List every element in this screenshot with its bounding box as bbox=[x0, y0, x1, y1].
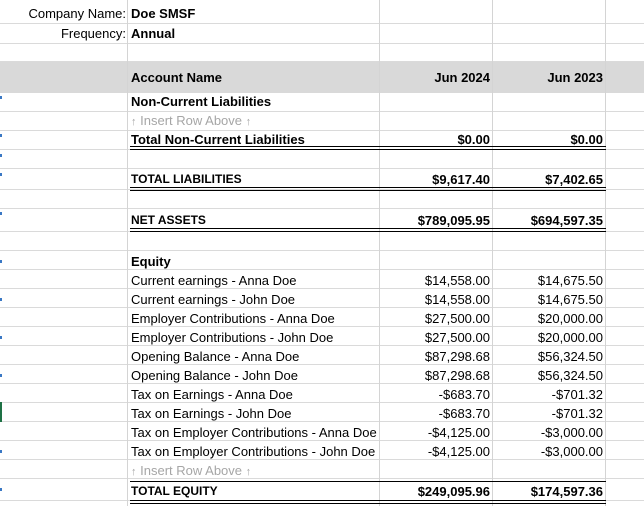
company-name-value[interactable]: Doe SMSF bbox=[131, 6, 196, 21]
equity-row-p2[interactable]: $56,324.50 bbox=[537, 349, 603, 364]
liabilities-section-title[interactable]: Non-Current Liabilities bbox=[131, 94, 272, 109]
equity-row-p2[interactable]: $20,000.00 bbox=[537, 330, 603, 345]
row-marker bbox=[0, 154, 2, 157]
arrow-up-icon: ↑ bbox=[131, 466, 137, 478]
equity-row-p1[interactable]: -$683.70 bbox=[438, 387, 490, 402]
total-liabilities-label[interactable]: TOTAL LIABILITIES bbox=[131, 172, 242, 186]
frequency-value[interactable]: Annual bbox=[131, 26, 176, 41]
frequency-label: Frequency: bbox=[60, 26, 126, 41]
equity-row-p2[interactable]: $56,324.50 bbox=[537, 368, 603, 383]
selected-row-marker bbox=[0, 402, 2, 422]
row-marker bbox=[0, 173, 2, 176]
net-assets-label[interactable]: NET ASSETS bbox=[131, 213, 206, 227]
equity-row-p2[interactable]: -$701.32 bbox=[551, 406, 603, 421]
row-marker bbox=[0, 260, 2, 263]
equity-row-p1[interactable]: $27,500.00 bbox=[424, 330, 490, 345]
equity-row-name[interactable]: Opening Balance - Anna Doe bbox=[131, 349, 300, 364]
equity-row-p2[interactable]: -$701.32 bbox=[551, 387, 603, 402]
net-assets-p2[interactable]: $694,597.35 bbox=[530, 213, 603, 228]
insert-row-label: Insert Row Above bbox=[140, 113, 243, 128]
row-marker bbox=[0, 298, 2, 301]
equity-row-p1[interactable]: $14,558.00 bbox=[424, 273, 490, 288]
equity-row-p2[interactable]: $14,675.50 bbox=[537, 292, 603, 307]
total-equity-p1[interactable]: $249,095.96 bbox=[417, 484, 490, 499]
row-marker bbox=[0, 488, 2, 491]
equity-row-p1[interactable]: $27,500.00 bbox=[424, 311, 490, 326]
equity-row-p1[interactable]: $87,298.68 bbox=[424, 368, 490, 383]
row-marker bbox=[0, 134, 2, 137]
equity-row-name[interactable]: Current earnings - Anna Doe bbox=[131, 273, 297, 288]
equity-row-p2[interactable]: -$3,000.00 bbox=[540, 425, 603, 440]
net-assets-p1[interactable]: $789,095.95 bbox=[417, 213, 490, 228]
equity-section-title[interactable]: Equity bbox=[131, 254, 171, 269]
insert-row-label: Insert Row Above bbox=[140, 463, 243, 478]
company-name-label: Company Name: bbox=[28, 6, 126, 21]
total-equity-label[interactable]: TOTAL EQUITY bbox=[131, 484, 218, 498]
double-underline bbox=[130, 500, 606, 504]
total-non-current-liabilities-p1[interactable]: $0.00 bbox=[457, 132, 490, 147]
equity-row-p2[interactable]: -$3,000.00 bbox=[540, 444, 603, 459]
row-marker bbox=[0, 374, 2, 377]
equity-row-p2[interactable]: $14,675.50 bbox=[537, 273, 603, 288]
total-equity-top-border bbox=[130, 481, 606, 482]
column-header-period1[interactable]: Jun 2024 bbox=[434, 70, 490, 85]
arrow-up-icon: ↑ bbox=[245, 466, 252, 478]
equity-row-name[interactable]: Employer Contributions - Anna Doe bbox=[131, 311, 335, 326]
equity-row-name[interactable]: Opening Balance - John Doe bbox=[131, 368, 298, 383]
equity-row-name[interactable]: Current earnings - John Doe bbox=[131, 292, 296, 307]
arrow-up-icon: ↑ bbox=[245, 116, 252, 128]
row-marker bbox=[0, 96, 2, 99]
double-underline bbox=[130, 187, 606, 191]
equity-row-p1[interactable]: $14,558.00 bbox=[424, 292, 490, 307]
double-underline bbox=[130, 146, 606, 150]
column-header-account[interactable]: Account Name bbox=[131, 70, 223, 85]
row-marker bbox=[0, 450, 2, 453]
equity-row-name[interactable]: Employer Contributions - John Doe bbox=[131, 330, 334, 345]
double-underline bbox=[130, 228, 606, 232]
equity-row-p1[interactable]: $87,298.68 bbox=[424, 349, 490, 364]
column-header-period2[interactable]: Jun 2023 bbox=[547, 70, 603, 85]
equity-row-p1[interactable]: -$4,125.00 bbox=[427, 444, 490, 459]
total-non-current-liabilities-label[interactable]: Total Non-Current Liabilities bbox=[131, 132, 305, 147]
insert-row-above-equity[interactable] bbox=[131, 461, 379, 480]
arrow-up-icon: ↑ bbox=[131, 116, 137, 128]
insert-row-above-liabilities[interactable] bbox=[131, 111, 379, 130]
equity-row-p1[interactable]: -$683.70 bbox=[438, 406, 490, 421]
total-equity-p2[interactable]: $174,597.36 bbox=[530, 484, 603, 499]
row-marker bbox=[0, 212, 2, 215]
total-liabilities-p2[interactable]: $7,402.65 bbox=[545, 172, 603, 187]
equity-row-p2[interactable]: $20,000.00 bbox=[537, 311, 603, 326]
equity-row-p1[interactable]: -$4,125.00 bbox=[427, 425, 490, 440]
equity-row-name[interactable]: Tax on Employer Contributions - John Doe bbox=[131, 444, 376, 459]
equity-row-name[interactable]: Tax on Earnings - Anna Doe bbox=[131, 387, 293, 402]
equity-row-name[interactable]: Tax on Earnings - John Doe bbox=[131, 406, 292, 421]
total-non-current-liabilities-p2[interactable]: $0.00 bbox=[570, 132, 603, 147]
row-marker bbox=[0, 336, 2, 339]
equity-row-name[interactable]: Tax on Employer Contributions - Anna Doe bbox=[131, 425, 377, 440]
total-liabilities-p1[interactable]: $9,617.40 bbox=[432, 172, 490, 187]
